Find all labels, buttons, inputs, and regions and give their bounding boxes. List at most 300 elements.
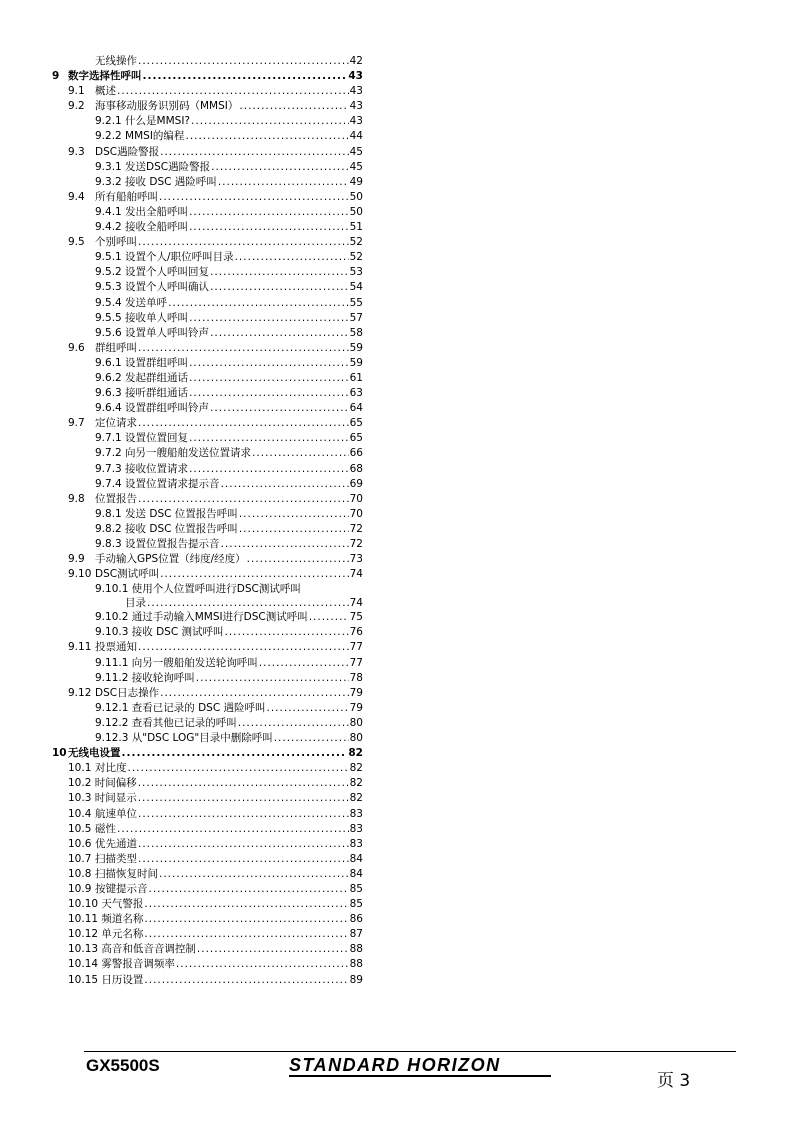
toc-entry-page: 77 <box>349 641 363 654</box>
toc-entry-title: 所有船舶呼叫 <box>95 190 158 203</box>
toc-entry-title: 目录 <box>125 597 146 610</box>
toc-entry-body <box>95 761 363 776</box>
toc-entry[interactable] <box>52 791 363 806</box>
toc-dot-leader <box>239 507 349 522</box>
toc-entry-page: 80 <box>349 732 363 745</box>
toc-entry[interactable] <box>52 446 363 461</box>
toc-dot-leader <box>211 160 348 175</box>
toc-entry-number: 10.1 <box>68 762 92 775</box>
toc-dot-leader <box>259 656 349 671</box>
toc-entry-page: 61 <box>349 371 363 384</box>
toc-entry-number: 9 <box>52 70 60 83</box>
toc-entry-number: 9.3 <box>68 145 85 158</box>
toc-entry-number: 9.7 <box>68 417 85 430</box>
toc-entry-title: 无线操作 <box>95 55 137 67</box>
toc-entry[interactable] <box>52 582 363 596</box>
toc-entry-page: 70 <box>349 507 363 520</box>
toc-entry-body <box>68 973 363 988</box>
toc-entry-body <box>95 99 363 114</box>
toc-entry[interactable] <box>52 371 363 386</box>
toc-entry-number: 9.8 <box>68 492 85 505</box>
toc-entry-page: 72 <box>349 522 363 535</box>
toc-entry-body <box>95 837 363 852</box>
toc-entry-body <box>95 852 363 867</box>
toc-entry[interactable] <box>52 640 363 655</box>
toc-entry-page: 83 <box>349 807 363 820</box>
toc-entry-title: 9.10.3 接收 DSC 测试呼叫 <box>95 626 224 639</box>
toc-entry-title: 9.11.2 接收轮询呼叫 <box>95 671 195 684</box>
toc-entry[interactable] <box>52 567 363 582</box>
toc-dot-leader <box>143 69 348 84</box>
toc-entry[interactable] <box>52 356 363 371</box>
toc-entry-body <box>95 731 363 746</box>
toc-entry-body <box>95 356 363 371</box>
toc-dot-leader <box>185 129 348 144</box>
toc-entry-body <box>95 671 363 686</box>
toc-entry-body <box>95 84 363 99</box>
toc-entry[interactable] <box>52 776 363 791</box>
toc-entry-page: 87 <box>349 928 363 941</box>
toc-entry[interactable] <box>52 731 363 746</box>
toc-entry-body <box>95 822 363 837</box>
toc-entry[interactable] <box>52 882 363 897</box>
toc-dot-leader <box>144 927 348 942</box>
toc-entry[interactable] <box>52 897 363 912</box>
toc-entry-page: 74 <box>349 597 363 610</box>
toc-dot-leader <box>191 114 349 129</box>
toc-entry[interactable] <box>52 84 363 99</box>
footer-brand-logo: STANDARD HORIZON <box>289 1055 501 1075</box>
toc-entry-body <box>95 205 363 220</box>
toc-dot-leader <box>221 477 349 492</box>
toc-dot-leader <box>274 731 349 746</box>
toc-entry-title: 10.10 天气警报 <box>68 898 144 911</box>
toc-entry-page: 57 <box>349 311 363 324</box>
toc-entry-body <box>95 296 363 311</box>
toc-entry-body <box>68 746 363 761</box>
toc-dot-leader <box>239 99 348 114</box>
toc-entry-title: 磁性 <box>95 822 116 835</box>
footer-model-name: GX5500S <box>86 1056 160 1075</box>
toc-entry-page: 49 <box>349 175 363 188</box>
toc-entry-number: 10.4 <box>68 807 92 820</box>
toc-entry-body <box>95 477 363 492</box>
toc-entry-page: 51 <box>349 221 363 234</box>
toc-entry-title: 9.10.1 使用个人位置呼叫进行DSC测试呼叫 <box>95 583 301 596</box>
toc-entry-page: 76 <box>349 626 363 639</box>
toc-entry-title: 扫描恢复时间 <box>95 867 158 880</box>
toc-entry[interactable] <box>52 701 363 716</box>
toc-entry-number: 10.5 <box>68 822 92 835</box>
toc-dot-leader <box>138 341 349 356</box>
toc-entry-page: 88 <box>349 943 363 956</box>
toc-entry-title: 9.3.1 发送DSC遇险警报 <box>95 160 211 173</box>
toc-entry-title: 优先通道 <box>95 837 137 850</box>
toc-entry[interactable] <box>52 625 363 640</box>
toc-entry-title: 9.12.2 查看其他已记录的呼叫 <box>95 716 237 729</box>
toc-entry-body <box>95 265 363 280</box>
toc-entry-title: 9.8.3 设置位置报告提示音 <box>95 538 220 550</box>
toc-entry-page: 82 <box>348 747 363 760</box>
toc-dot-leader <box>159 867 349 882</box>
toc-entry[interactable] <box>52 477 363 492</box>
toc-entry[interactable] <box>52 280 363 295</box>
toc-entry-page: 82 <box>349 777 363 790</box>
toc-entry-page: 65 <box>349 432 363 445</box>
toc-entry[interactable] <box>52 220 363 235</box>
toc-entry-number: 9.12 <box>68 686 92 699</box>
toc-entry-page: 75 <box>349 611 363 624</box>
toc-entry-title: 9.5.2 设置个人呼叫回复 <box>95 266 210 279</box>
toc-entry-title: 群组呼叫 <box>95 341 137 354</box>
toc-entry-title: 按键提示音 <box>95 882 148 895</box>
toc-entry-title: 9.2.2 MMSI的编程 <box>95 130 185 143</box>
toc-entry-body <box>68 927 363 942</box>
toc-entry[interactable] <box>52 129 363 144</box>
toc-dot-leader <box>189 431 349 446</box>
toc-dot-leader <box>210 280 349 295</box>
toc-entry-number: 9.11 <box>68 641 92 654</box>
toc-entry[interactable] <box>52 341 363 356</box>
toc-entry[interactable] <box>52 462 363 477</box>
toc-entry-number: 10.9 <box>68 882 92 895</box>
toc-dot-leader <box>218 175 349 190</box>
toc-entry-number: 10.6 <box>68 837 92 850</box>
toc-entry-page: 86 <box>349 913 363 926</box>
toc-entry-page: 79 <box>349 701 363 714</box>
toc-entry-page: 79 <box>349 686 363 699</box>
toc-entry-page: 55 <box>349 296 363 309</box>
toc-entry-page: 52 <box>349 251 363 264</box>
toc-dot-leader <box>138 416 349 431</box>
toc-entry-body <box>95 235 363 250</box>
toc-dot-leader <box>189 371 349 386</box>
toc-entry-page: 85 <box>349 898 363 911</box>
toc-dot-leader <box>221 537 349 552</box>
toc-entry-title: 9.2.1 什么是MMSI? <box>95 115 191 128</box>
toc-entry[interactable] <box>52 99 363 114</box>
toc-dot-leader <box>176 957 349 972</box>
toc-entry-body <box>95 386 363 401</box>
toc-entry[interactable] <box>52 296 363 311</box>
toc-entry-title: 手动输入GPS位置（纬度/经度） <box>95 553 246 566</box>
toc-entry[interactable] <box>52 145 363 160</box>
toc-entry-page: 59 <box>349 356 363 369</box>
toc-entry-title: 9.8.2 接收 DSC 位置报告呼叫 <box>95 522 238 535</box>
toc-entry[interactable] <box>52 507 363 522</box>
toc-dot-leader <box>210 265 349 280</box>
toc-entry-body <box>95 190 363 205</box>
toc-entry-title: 9.5.4 发送单呼 <box>95 296 168 309</box>
toc-entry-page: 45 <box>349 145 363 158</box>
toc-entry[interactable] <box>52 522 363 537</box>
toc-entry-page: 68 <box>349 462 363 475</box>
toc-entry-body <box>95 311 363 326</box>
toc-dot-leader <box>122 746 348 761</box>
toc-entry[interactable] <box>52 250 363 265</box>
toc-entry-body <box>95 175 363 190</box>
toc-entry-body <box>68 897 363 912</box>
toc-dot-leader <box>189 220 349 235</box>
toc-dot-leader <box>210 401 349 416</box>
toc-entry-page: 43 <box>348 70 363 83</box>
toc-entry-title: DSC测试呼叫 <box>95 568 160 581</box>
toc-entry-page: 77 <box>349 656 363 669</box>
toc-dot-leader <box>252 446 349 461</box>
toc-entry-body <box>68 912 363 927</box>
toc-entry-page: 66 <box>349 447 363 460</box>
toc-entry[interactable] <box>52 656 363 671</box>
toc-entry-page: 52 <box>349 236 363 249</box>
toc-entry-number: 10.7 <box>68 852 92 865</box>
toc-entry[interactable] <box>52 610 363 625</box>
toc-dot-leader <box>128 761 349 776</box>
toc-dot-leader <box>138 852 349 867</box>
toc-entry-title: 个别呼叫 <box>95 236 137 249</box>
toc-dot-leader <box>144 897 348 912</box>
toc-entry-page: 84 <box>349 852 363 865</box>
toc-entry[interactable] <box>52 537 363 552</box>
toc-dot-leader <box>138 235 349 250</box>
toc-entry-page: 72 <box>349 538 363 550</box>
toc-entry-title: 9.12.3 从"DSC LOG"目录中删除呼叫 <box>95 732 273 745</box>
toc-dot-leader <box>247 552 349 567</box>
toc-dot-leader <box>235 250 349 265</box>
toc-entry-body <box>95 54 363 69</box>
toc-entry-page: 43 <box>349 100 363 113</box>
toc-entry-page: 78 <box>349 671 363 684</box>
toc-entry-number: 10.8 <box>68 867 92 880</box>
toc-entry-title: 海事移动服务识别码（MMSI） <box>95 100 239 113</box>
toc-dot-leader <box>196 671 349 686</box>
toc-entry[interactable] <box>52 416 363 431</box>
toc-entry[interactable] <box>52 492 363 507</box>
toc-entry-body <box>95 114 363 129</box>
toc-entry-body <box>68 69 363 84</box>
toc-dot-leader <box>309 610 349 625</box>
toc-entry-body <box>95 882 363 897</box>
toc-entry-body <box>95 341 363 356</box>
toc-entry-title: 9.11.1 向另一艘船舶发送轮询呼叫 <box>95 656 258 669</box>
toc-entry-title: 扫描类型 <box>95 852 137 865</box>
toc-entry-page: 63 <box>349 387 363 400</box>
toc-entry-page: 59 <box>349 341 363 354</box>
toc-dot-leader <box>138 837 349 852</box>
toc-dot-leader <box>210 326 349 341</box>
toc-entry-title: 9.5.5 接收单人呼叫 <box>95 311 189 324</box>
toc-entry-title: 9.5.1 设置个人/职位呼叫目录 <box>95 251 234 264</box>
toc-entry[interactable] <box>52 716 363 731</box>
toc-dot-leader <box>144 973 348 988</box>
toc-entry-title: 9.7.2 向另一艘船舶发送位置请求 <box>95 447 252 460</box>
toc-entry[interactable] <box>52 973 363 988</box>
toc-dot-leader <box>138 640 349 655</box>
toc-entry-page: 73 <box>349 553 363 566</box>
toc-dot-leader <box>138 791 349 806</box>
toc-entry[interactable] <box>52 326 363 341</box>
toc-dot-leader <box>197 942 349 957</box>
footer-rule <box>84 1051 736 1052</box>
toc-entry-body <box>95 462 363 477</box>
toc-entry[interactable] <box>52 867 363 882</box>
toc-dot-leader <box>267 701 349 716</box>
toc-entry-title: 10.14 雾警报音调频率 <box>68 958 175 971</box>
toc-entry[interactable] <box>52 852 363 867</box>
toc-entry-body <box>95 250 363 265</box>
toc-dot-leader <box>144 912 348 927</box>
toc-entry-number: 10 <box>52 747 67 760</box>
toc-entry-title: 10.2 时间偏移 <box>68 777 137 790</box>
toc-entry[interactable] <box>52 912 363 927</box>
toc-entry-page: 83 <box>349 837 363 850</box>
toc-entry-body <box>95 431 363 446</box>
toc-entry-body <box>68 776 363 791</box>
toc-entry-title: 概述 <box>95 85 116 98</box>
toc-entry-page: 54 <box>349 281 363 294</box>
toc-entry[interactable] <box>52 311 363 326</box>
toc-entry[interactable] <box>52 671 363 686</box>
toc-entry[interactable] <box>52 54 363 69</box>
toc-entry-title: 10.11 频道名称 <box>68 913 144 926</box>
toc-entry[interactable] <box>52 205 363 220</box>
toc-entry-body <box>95 326 363 341</box>
toc-entry-page: 80 <box>349 716 363 729</box>
toc-entry[interactable] <box>52 190 363 205</box>
toc-entry-body <box>95 371 363 386</box>
toc-entry-page: 50 <box>349 205 363 218</box>
toc-entry-body <box>95 867 363 882</box>
toc-entry-number: 9.2 <box>68 100 85 113</box>
table-of-contents <box>52 54 363 988</box>
toc-entry[interactable] <box>52 386 363 401</box>
toc-entry-body <box>95 625 363 640</box>
toc-entry-body <box>95 507 363 522</box>
toc-entry[interactable] <box>52 596 363 610</box>
toc-dot-leader <box>189 462 349 477</box>
toc-entry-page: 45 <box>349 160 363 173</box>
toc-entry-title: 9.6.2 发起群组通话 <box>95 371 189 384</box>
toc-dot-leader <box>160 686 349 701</box>
toc-entry[interactable] <box>52 114 363 129</box>
toc-entry-title: DSC日志操作 <box>95 686 160 699</box>
toc-entry-body <box>95 280 363 295</box>
toc-entry[interactable] <box>52 69 363 84</box>
toc-entry-title: 对比度 <box>95 762 127 775</box>
toc-entry-title: 9.3.2 接收 DSC 遇险呼叫 <box>95 175 217 188</box>
toc-entry-body <box>95 145 363 160</box>
toc-entry-body <box>95 716 363 731</box>
toc-entry-body <box>95 129 363 144</box>
toc-entry-page: 64 <box>349 402 363 415</box>
footer-brand-underline <box>289 1075 551 1077</box>
toc-entry[interactable] <box>52 431 363 446</box>
toc-entry-number: 9.9 <box>68 553 85 566</box>
toc-dot-leader <box>117 84 349 99</box>
toc-entry-body <box>95 446 363 461</box>
toc-entry-page: 58 <box>349 326 363 339</box>
toc-entry-page: 65 <box>349 417 363 430</box>
toc-entry[interactable] <box>52 235 363 250</box>
toc-entry[interactable] <box>52 160 363 175</box>
toc-dot-leader <box>189 356 349 371</box>
toc-entry-body <box>68 957 363 972</box>
toc-entry-title: 10.12 单元名称 <box>68 928 144 941</box>
toc-entry-page: 88 <box>349 958 363 971</box>
toc-entry-title: 投票通知 <box>95 641 137 654</box>
toc-entry[interactable] <box>52 807 363 822</box>
toc-entry[interactable] <box>52 175 363 190</box>
toc-entry-body <box>95 807 363 822</box>
toc-entry-page: 89 <box>349 973 363 986</box>
toc-entry[interactable] <box>52 552 363 567</box>
toc-entry-number: 9.4 <box>68 190 85 203</box>
toc-entry-title: 9.5.3 设置个人呼叫确认 <box>95 281 210 294</box>
toc-dot-leader <box>225 625 349 640</box>
toc-entry-number: 9.6 <box>68 341 85 354</box>
toc-entry-page: 84 <box>349 867 363 880</box>
toc-entry[interactable] <box>52 746 363 761</box>
toc-entry-page: 53 <box>349 266 363 279</box>
toc-dot-leader <box>189 311 349 326</box>
toc-entry[interactable] <box>52 957 363 972</box>
toc-entry-page: 44 <box>349 130 363 143</box>
toc-entry-title: 9.10.2 通过手动输入MMSI进行DSC测试呼叫 <box>95 611 308 624</box>
toc-entry-title: 9.6.1 设置群组呼叫 <box>95 356 189 369</box>
toc-entry-title: 9.6.4 设置群组呼叫铃声 <box>95 402 210 415</box>
toc-entry-title: 无线电设置 <box>68 747 121 760</box>
toc-entry-title: DSC遇险警报 <box>95 145 160 158</box>
toc-entry[interactable] <box>52 822 363 837</box>
toc-dot-leader <box>138 776 349 791</box>
toc-entry-body <box>95 537 363 552</box>
toc-entry-page: 50 <box>349 190 363 203</box>
toc-dot-leader <box>138 492 349 507</box>
toc-entry-body <box>95 220 363 235</box>
toc-entry-body <box>95 640 363 655</box>
toc-entry-page: 69 <box>349 477 363 490</box>
toc-entry[interactable] <box>52 686 363 701</box>
toc-dot-leader <box>117 822 349 837</box>
toc-entry-title: 9.4.2 接收全船呼叫 <box>95 221 189 234</box>
toc-entry-body <box>95 686 363 701</box>
toc-entry-title: 9.7.4 设置位置请求提示音 <box>95 477 220 490</box>
toc-entry[interactable] <box>52 942 363 957</box>
toc-entry[interactable] <box>52 265 363 280</box>
toc-dot-leader <box>159 190 349 205</box>
toc-dot-leader <box>138 807 349 822</box>
toc-entry-title: 9.5.6 设置单人呼叫铃声 <box>95 326 210 339</box>
toc-entry-body <box>95 567 363 582</box>
toc-entry-page: 83 <box>349 822 363 835</box>
toc-entry-page: 70 <box>349 492 363 505</box>
toc-entry[interactable] <box>52 837 363 852</box>
toc-entry[interactable] <box>52 927 363 942</box>
toc-entry-title: 9.4.1 发出全船呼叫 <box>95 205 189 218</box>
toc-entry-page: 85 <box>349 882 363 895</box>
toc-entry-page: 42 <box>349 55 363 67</box>
toc-entry-number: 9.1 <box>68 85 85 98</box>
toc-entry-body <box>68 791 363 806</box>
toc-entry-title: 9.12.1 查看已记录的 DSC 遇险呼叫 <box>95 701 266 714</box>
toc-entry-page: 82 <box>349 792 363 805</box>
toc-entry[interactable] <box>52 761 363 776</box>
toc-entry[interactable] <box>52 401 363 416</box>
toc-dot-leader <box>149 882 349 897</box>
toc-dot-leader <box>138 54 349 69</box>
toc-entry-body <box>95 552 363 567</box>
toc-entry-title: 位置报告 <box>95 492 137 505</box>
toc-dot-leader <box>238 716 349 731</box>
